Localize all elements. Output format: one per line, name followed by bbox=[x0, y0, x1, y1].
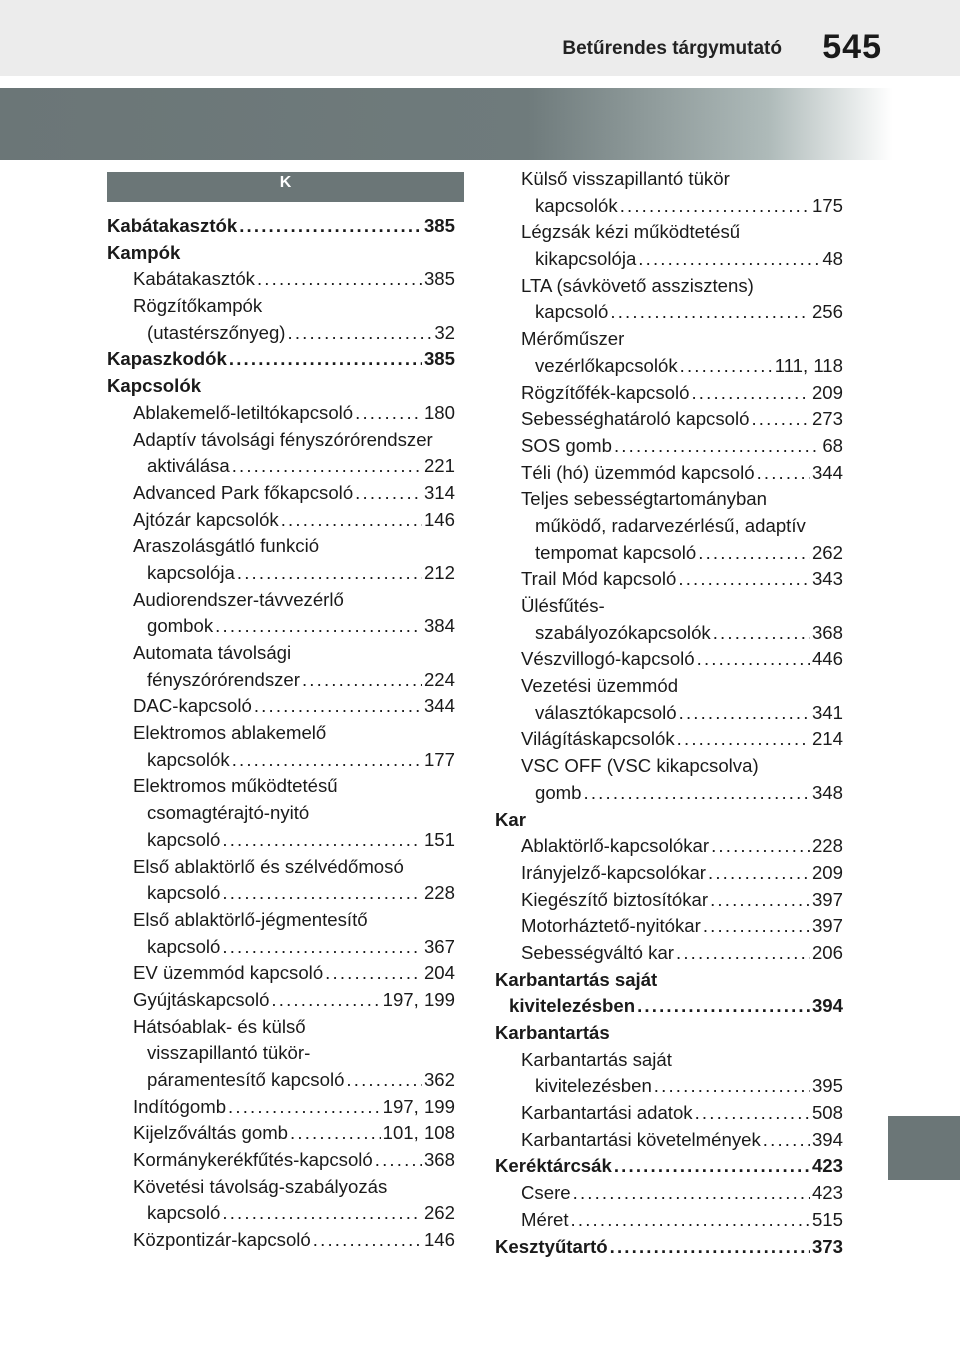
dot-leader bbox=[239, 213, 422, 240]
index-entry bbox=[107, 1120, 455, 1147]
index-entry bbox=[495, 913, 843, 940]
index-entry bbox=[495, 353, 843, 380]
index-entry-page: 212 bbox=[423, 561, 455, 583]
page-title: Betűrendes tárgymutató bbox=[562, 38, 782, 59]
dot-leader bbox=[281, 507, 422, 534]
dot-leader bbox=[228, 1094, 381, 1121]
index-entry-page: 111, 118 bbox=[774, 354, 843, 376]
header-banner bbox=[0, 88, 960, 160]
index-entry-page: 341 bbox=[811, 701, 843, 723]
index-entry bbox=[495, 780, 843, 807]
dot-leader bbox=[375, 1147, 422, 1174]
dot-leader bbox=[677, 726, 810, 753]
dot-leader bbox=[237, 560, 422, 587]
index-entry-page: 385 bbox=[423, 215, 455, 236]
index-entry bbox=[495, 967, 843, 994]
index-entry bbox=[107, 934, 455, 961]
index-entry-page: 101, 108 bbox=[382, 1122, 455, 1144]
dot-leader bbox=[571, 1207, 810, 1234]
page-number: 545 bbox=[822, 28, 882, 66]
index-entry-text: Indítógomb bbox=[133, 1095, 227, 1117]
dot-leader bbox=[697, 646, 810, 673]
index-entry bbox=[495, 620, 843, 647]
dot-leader bbox=[271, 987, 380, 1014]
dot-leader bbox=[222, 934, 422, 961]
index-entry bbox=[495, 753, 843, 780]
index-entry-page: 228 bbox=[811, 835, 843, 857]
dot-leader bbox=[313, 1227, 422, 1254]
dot-leader bbox=[232, 453, 422, 480]
index-entry-page: 343 bbox=[811, 568, 843, 590]
index-entry bbox=[495, 1234, 843, 1261]
index-entry-text: Kar bbox=[495, 808, 527, 830]
index-entry bbox=[495, 646, 843, 673]
index-entry-page: 273 bbox=[811, 408, 843, 430]
index-entry-text: választókapcsoló bbox=[535, 701, 677, 723]
dot-leader bbox=[302, 667, 422, 694]
index-entry bbox=[107, 827, 455, 854]
index-entry-text: Elektromos ablakemelő bbox=[133, 722, 327, 744]
index-entry-text: Gyújtáskapcsoló bbox=[133, 988, 270, 1010]
index-entry bbox=[107, 1014, 455, 1041]
index-entry-page: 204 bbox=[423, 962, 455, 984]
dot-leader bbox=[678, 566, 810, 593]
index-entry-page: 228 bbox=[423, 882, 455, 904]
index-entry bbox=[495, 299, 843, 326]
index-entry-page: 32 bbox=[434, 321, 455, 343]
index-entry bbox=[495, 1047, 843, 1074]
index-entry-text: működő, radarvezérlésű, adaptív bbox=[535, 514, 806, 536]
index-entry-text: LTA (sávkövető asszisztens) bbox=[521, 274, 754, 296]
index-entry-text: Irányjelző-kapcsolókar bbox=[521, 861, 706, 883]
index-entry-text: Karbantartás bbox=[495, 1022, 610, 1043]
index-entry-page: 395 bbox=[811, 1075, 843, 1097]
index-entry-text: EV üzemmód kapcsoló bbox=[133, 962, 324, 984]
index-entry-text: kapcsoló bbox=[147, 935, 221, 957]
index-entry-text: Keréktárcsák bbox=[495, 1155, 612, 1177]
index-entry-page: 48 bbox=[822, 248, 843, 270]
index-entry bbox=[107, 1147, 455, 1174]
dot-leader bbox=[680, 353, 773, 380]
index-entry-page: 384 bbox=[423, 615, 455, 637]
index-entry bbox=[107, 854, 455, 881]
index-entry-text: Kapcsolók bbox=[107, 375, 202, 397]
index-entry bbox=[495, 673, 843, 700]
index-entry-page: 214 bbox=[811, 728, 843, 750]
index-entry bbox=[107, 1067, 455, 1094]
dot-leader bbox=[229, 346, 422, 373]
index-entry-text: SOS gomb bbox=[521, 434, 612, 456]
index-entry bbox=[495, 513, 843, 540]
index-entry bbox=[107, 1174, 455, 1201]
index-entry-page: 344 bbox=[811, 461, 843, 483]
index-entry-text: Hátsóablak- és külső bbox=[133, 1015, 306, 1037]
index-entry-page: 368 bbox=[423, 1149, 455, 1171]
index-entry-page: 197, 199 bbox=[382, 1095, 455, 1117]
index-entry-text: Kesztyűtartó bbox=[495, 1235, 608, 1257]
index-entry-page: 423 bbox=[811, 1182, 843, 1204]
dot-leader bbox=[610, 299, 810, 326]
index-entry-page: 262 bbox=[811, 541, 843, 563]
dot-leader bbox=[257, 266, 422, 293]
index-entry-page: 446 bbox=[811, 648, 843, 670]
dot-leader bbox=[346, 1067, 422, 1094]
index-entry-page: 224 bbox=[423, 668, 455, 690]
index-entry-text: kapcsoló bbox=[147, 882, 221, 904]
index-entry bbox=[495, 193, 843, 220]
index-entry bbox=[495, 807, 843, 834]
index-entry-text: Csere bbox=[521, 1182, 571, 1204]
index-entry bbox=[495, 380, 843, 407]
index-entry-page: 508 bbox=[811, 1102, 843, 1124]
index-entry bbox=[495, 433, 843, 460]
index-entry bbox=[495, 566, 843, 593]
header-strip bbox=[0, 0, 960, 76]
index-entry-page: 394 bbox=[811, 995, 843, 1017]
index-entry bbox=[107, 507, 455, 534]
index-entry bbox=[107, 587, 455, 614]
index-entry bbox=[107, 266, 455, 293]
index-entry-text: Karbantartás saját bbox=[495, 968, 658, 990]
index-entry-text: szabályozókapcsolók bbox=[535, 621, 711, 643]
dot-leader bbox=[610, 1234, 810, 1261]
index-entry bbox=[495, 887, 843, 914]
index-entry-text: Első ablaktörlő-jégmentesítő bbox=[133, 908, 368, 930]
index-entry-text: kapcsoló bbox=[535, 301, 609, 323]
index-entry bbox=[495, 700, 843, 727]
index-entry-text: Sebességhatároló kapcsoló bbox=[521, 408, 750, 430]
index-entry bbox=[495, 1153, 843, 1180]
index-entry bbox=[495, 833, 843, 860]
index-entry bbox=[107, 293, 455, 320]
index-entry bbox=[107, 1200, 455, 1227]
index-entry bbox=[107, 720, 455, 747]
index-entry-text: páramentesítő kapcsoló bbox=[147, 1069, 345, 1090]
index-entry-page: 175 bbox=[811, 194, 843, 216]
index-entry bbox=[107, 800, 455, 827]
index-entry bbox=[107, 1227, 455, 1254]
index-entry-page: 367 bbox=[423, 935, 455, 957]
index-entry-text: kapcsolója bbox=[147, 561, 235, 583]
dot-leader bbox=[638, 246, 820, 273]
index-entry-text: Rögzítőkampók bbox=[133, 295, 263, 317]
index-entry-page: 68 bbox=[822, 434, 843, 456]
index-entry-text: Kabátakasztók bbox=[133, 268, 255, 290]
dot-leader bbox=[757, 460, 810, 487]
dot-leader bbox=[584, 780, 810, 807]
index-entry-text: kivitelezésben bbox=[535, 1075, 652, 1097]
dot-leader bbox=[695, 1100, 810, 1127]
index-entry-page: 177 bbox=[423, 748, 455, 770]
dot-leader bbox=[691, 380, 810, 407]
index-entry-text: visszapillantó tükör- bbox=[147, 1042, 311, 1064]
index-entry-page: 209 bbox=[811, 861, 843, 883]
index-entry-page: 423 bbox=[811, 1155, 843, 1177]
index-entry-text: VSC OFF (VSC kikapcsolva) bbox=[521, 755, 759, 777]
index-entry-page: 348 bbox=[811, 781, 843, 803]
index-entry-page: 368 bbox=[811, 621, 843, 643]
index-column-left bbox=[107, 213, 455, 1254]
index-entry-text: tempomat kapcsoló bbox=[535, 541, 697, 563]
dot-leader bbox=[215, 613, 422, 640]
dot-leader bbox=[710, 887, 810, 914]
index-entry bbox=[495, 219, 843, 246]
dot-leader bbox=[711, 833, 810, 860]
index-entry-page: 344 bbox=[423, 695, 455, 717]
index-entry-page: 209 bbox=[811, 381, 843, 403]
index-entry bbox=[495, 460, 843, 487]
dot-leader bbox=[708, 860, 810, 887]
index-entry-text: fényszórórendszer bbox=[147, 668, 300, 690]
index-entry-text: Követési távolság-szabályozás bbox=[133, 1175, 388, 1197]
index-entry-text: Mérőműszer bbox=[521, 328, 625, 350]
index-entry-page: 146 bbox=[423, 508, 455, 530]
dot-leader bbox=[614, 433, 820, 460]
index-entry-text: Adaptív távolsági fényszórórendszer bbox=[133, 428, 433, 450]
dot-leader bbox=[287, 320, 432, 347]
index-entry bbox=[107, 640, 455, 667]
index-entry-text: DAC-kapcsoló bbox=[133, 695, 252, 717]
dot-leader bbox=[290, 1120, 381, 1147]
index-entry bbox=[107, 213, 455, 240]
dot-leader bbox=[698, 540, 810, 567]
dot-leader bbox=[222, 880, 422, 907]
index-entry bbox=[107, 960, 455, 987]
index-entry bbox=[107, 400, 455, 427]
index-entry-text: Ablaktörlő-kapcsolókar bbox=[521, 835, 710, 857]
index-entry bbox=[495, 1100, 843, 1127]
dot-leader bbox=[713, 620, 810, 647]
index-entry-text: Automata távolsági bbox=[133, 642, 292, 663]
index-entry-text: Kabátakasztók bbox=[107, 215, 238, 236]
index-entry-text: gombok bbox=[147, 615, 214, 637]
index-entry-page: 180 bbox=[423, 401, 455, 423]
index-entry bbox=[495, 860, 843, 887]
index-entry-page: 385 bbox=[423, 348, 455, 370]
index-entry bbox=[107, 480, 455, 507]
index-entry bbox=[495, 726, 843, 753]
index-entry-text: Külső visszapillantó tükör bbox=[521, 168, 730, 189]
index-entry bbox=[107, 773, 455, 800]
index-entry-text: kapcsolók bbox=[535, 194, 618, 216]
index-entry-text: Vezetési üzemmód bbox=[521, 675, 679, 697]
index-entry bbox=[495, 1127, 843, 1154]
index-entry-text: Vészvillogó-kapcsoló bbox=[521, 648, 695, 670]
index-entry bbox=[107, 907, 455, 934]
index-entry-text: Kijelzőváltás gomb bbox=[133, 1122, 289, 1144]
dot-leader bbox=[654, 1073, 810, 1100]
index-entry-text: kapcsoló bbox=[147, 828, 221, 850]
index-column-right bbox=[495, 166, 843, 1260]
dot-leader bbox=[637, 993, 810, 1020]
index-entry bbox=[495, 1180, 843, 1207]
index-entry-text: aktiválása bbox=[147, 455, 230, 477]
index-entry-text: Központizár-kapcsoló bbox=[133, 1229, 311, 1251]
section-letter-heading: K bbox=[107, 172, 464, 202]
index-entry-text: Karbantartási adatok bbox=[521, 1102, 693, 1124]
index-entry-text: Trail Mód kapcsoló bbox=[521, 568, 677, 590]
dot-leader bbox=[751, 406, 810, 433]
dot-leader bbox=[325, 960, 422, 987]
index-entry-text: gomb bbox=[535, 781, 582, 803]
index-entry-text: csomagtérajtó-nyitó bbox=[147, 802, 310, 824]
index-entry-text: Ablakemelő-letiltókapcsoló bbox=[133, 401, 354, 423]
index-entry-text: Légzsák kézi működtetésű bbox=[521, 221, 741, 243]
dot-leader bbox=[620, 193, 810, 220]
dot-leader bbox=[676, 940, 810, 967]
index-entry bbox=[107, 240, 455, 267]
dot-leader bbox=[703, 913, 810, 940]
dot-leader bbox=[355, 400, 422, 427]
index-entry bbox=[495, 540, 843, 567]
index-entry-page: 373 bbox=[811, 1235, 843, 1257]
index-entry-text: Kiegészítő biztosítókar bbox=[521, 888, 709, 910]
index-entry bbox=[495, 166, 843, 193]
index-entry bbox=[107, 453, 455, 480]
dot-leader bbox=[614, 1153, 810, 1180]
index-entry bbox=[107, 1094, 455, 1121]
index-entry bbox=[495, 326, 843, 353]
index-entry bbox=[107, 667, 455, 694]
index-entry bbox=[107, 427, 455, 454]
index-entry-text: Elektromos működtetésű bbox=[133, 775, 338, 797]
dot-leader bbox=[763, 1127, 810, 1154]
index-entry bbox=[107, 346, 455, 373]
index-entry-page: 394 bbox=[811, 1128, 843, 1150]
index-entry-text: kapcsolók bbox=[147, 748, 230, 770]
index-entry bbox=[495, 273, 843, 300]
index-entry bbox=[495, 1020, 843, 1047]
index-entry-text: kikapcsolója bbox=[535, 248, 637, 270]
dot-leader bbox=[679, 700, 810, 727]
index-entry bbox=[107, 560, 455, 587]
index-entry-text: Teljes sebességtartományban bbox=[521, 488, 767, 510]
index-entry-text: Kapaszkodók bbox=[107, 348, 227, 370]
thumb-index-tab bbox=[888, 1116, 960, 1180]
index-entry bbox=[495, 940, 843, 967]
index-entry-text: Kampók bbox=[107, 241, 181, 263]
dot-leader bbox=[222, 827, 422, 854]
index-entry-text: (utastérszőnyeg) bbox=[147, 321, 286, 343]
dot-leader bbox=[573, 1180, 810, 1207]
index-entry bbox=[495, 993, 843, 1020]
index-entry-text: kivitelezésben bbox=[509, 995, 636, 1017]
index-entry-page: 397 bbox=[811, 915, 843, 937]
dot-leader bbox=[254, 693, 422, 720]
index-entry-text: Kormánykerékfűtés-kapcsoló bbox=[133, 1149, 373, 1171]
index-entry-text: Téli (hó) üzemmód kapcsoló bbox=[521, 461, 755, 483]
index-entry-page: 151 bbox=[423, 828, 455, 850]
index-entry-text: Karbantartás saját bbox=[521, 1048, 672, 1070]
index-entry-text: Araszolásgátló funkció bbox=[133, 535, 320, 557]
index-entry bbox=[107, 320, 455, 347]
index-entry-text: Első ablaktörlő és szélvédőmosó bbox=[133, 855, 404, 877]
index-entry-text: Motorháztető-nyitókar bbox=[521, 915, 701, 937]
index-entry-text: Sebességváltó kar bbox=[521, 941, 674, 963]
index-entry-text: vezérlőkapcsolók bbox=[535, 354, 678, 376]
index-entry-text: kapcsoló bbox=[147, 1202, 221, 1224]
index-entry-page: 206 bbox=[811, 941, 843, 963]
index-entry-text: Világításkapcsolók bbox=[521, 728, 675, 750]
index-entry bbox=[495, 486, 843, 513]
index-entry bbox=[107, 987, 455, 1014]
index-entry bbox=[495, 1073, 843, 1100]
index-entry-text: Rögzítőfék-kapcsoló bbox=[521, 381, 690, 403]
dot-leader bbox=[222, 1200, 422, 1227]
index-entry bbox=[107, 613, 455, 640]
index-entry-page: 197, 199 bbox=[382, 988, 455, 1010]
dot-leader bbox=[232, 747, 422, 774]
index-entry-page: 397 bbox=[811, 888, 843, 910]
index-entry-page: 262 bbox=[423, 1202, 455, 1224]
index-entry-page: 146 bbox=[423, 1229, 455, 1251]
index-entry-text: Advanced Park főkapcsoló bbox=[133, 481, 354, 503]
index-entry-page: 314 bbox=[423, 481, 455, 503]
index-entry bbox=[107, 693, 455, 720]
index-entry-text: Ajtózár kapcsolók bbox=[133, 508, 279, 530]
index-entry-page: 362 bbox=[423, 1069, 455, 1090]
index-entry-text: Ülésfűtés- bbox=[521, 595, 605, 616]
index-entry-page: 221 bbox=[423, 455, 455, 477]
index-entry bbox=[495, 593, 843, 620]
index-entry-text: Audiorendszer-távvezérlő bbox=[133, 588, 344, 610]
index-entry bbox=[107, 880, 455, 907]
index-entry-page: 256 bbox=[811, 301, 843, 323]
index-entry bbox=[495, 1207, 843, 1234]
index-entry-text: Méret bbox=[521, 1208, 569, 1230]
dot-leader bbox=[355, 480, 422, 507]
index-entry bbox=[107, 747, 455, 774]
index-entry-page: 385 bbox=[423, 268, 455, 290]
index-entry-page: 515 bbox=[811, 1208, 843, 1230]
index-entry bbox=[107, 373, 455, 400]
index-entry bbox=[107, 1040, 455, 1067]
index-entry-text: Karbantartási követelmények bbox=[521, 1128, 761, 1150]
index-entry bbox=[107, 533, 455, 560]
index-entry bbox=[495, 406, 843, 433]
index-entry bbox=[495, 246, 843, 273]
